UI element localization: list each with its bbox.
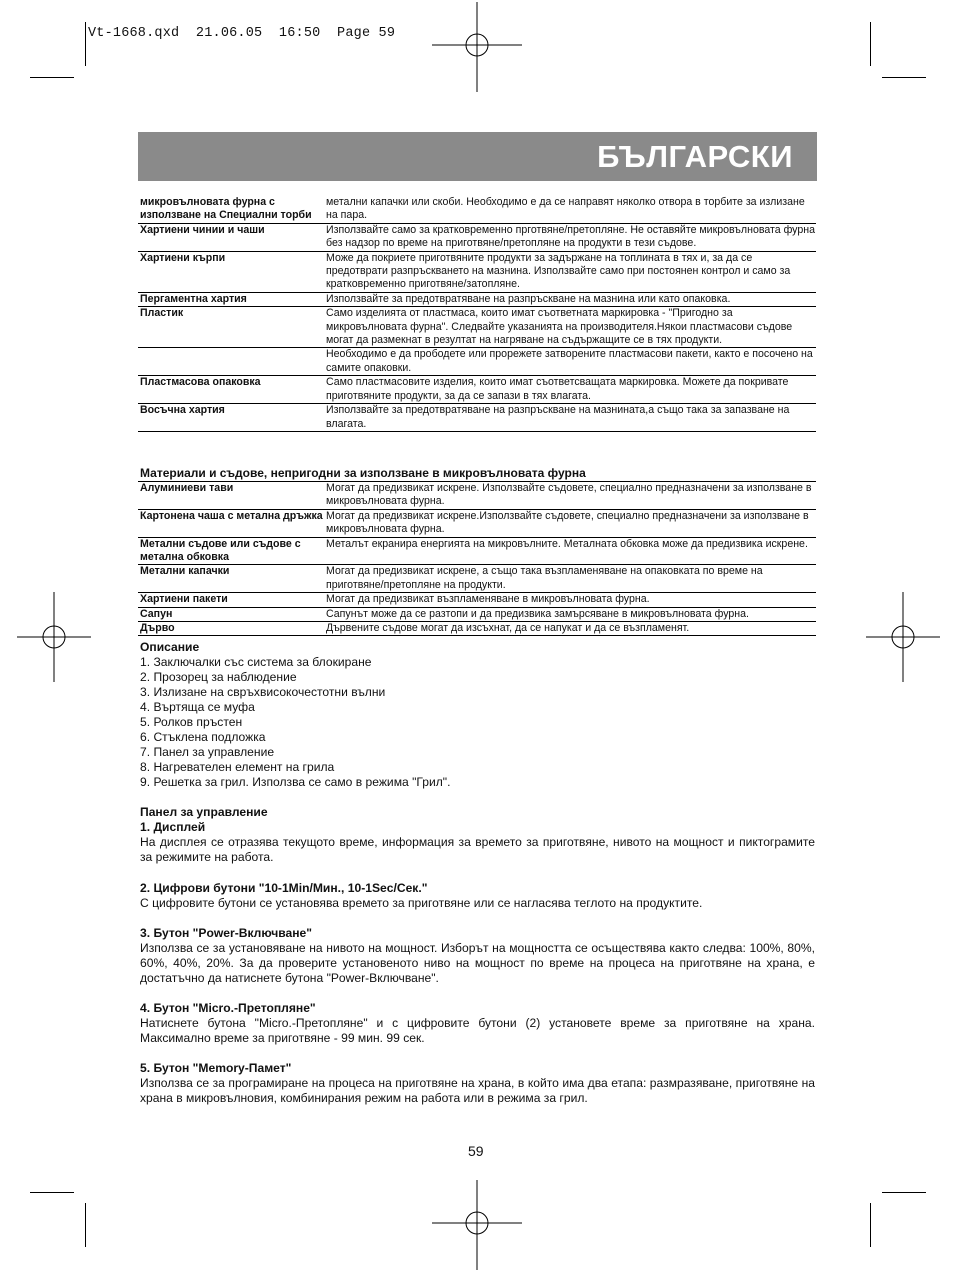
power-heading: 3. Бутон "Power-Включване" — [140, 926, 312, 940]
table-row — [138, 607, 816, 621]
material-description: Необходимо е да прободете или прорежете затворените пластмасови пакети, както е посочено на самите опаковки. — [324, 348, 816, 376]
list-item: 7. Панел за управление — [140, 745, 275, 759]
material-name: Алуминиеви тави — [138, 482, 324, 509]
material-name: Пластмасова опаковка — [138, 376, 324, 404]
material-name: Метални капачки — [138, 565, 324, 593]
material-name: Хартиени пакети — [138, 593, 324, 607]
material-name: Пластик — [138, 307, 324, 348]
print-slug: Vt-1668.qxd 21.06.05 16:50 Page 59 — [88, 26, 396, 41]
material-name: Картонена чаша с метална дръжка — [138, 509, 324, 537]
material-description: Могат да предизвикат искрене. Използвайте съдовете, специално предназначени за използване в микровълновата фурна. — [324, 482, 816, 509]
display-text: На дисплея се отразява текущото време, информация за времето за приготвяне, нивото на мощност и пиктограмите за режимите на работа. — [140, 835, 815, 864]
unsuitable-materials-table — [138, 482, 816, 636]
table-row — [138, 196, 816, 223]
material-description: Могат да предизвикат искрене, а също така възпламеняване на опаковката по време на приготвяне/претопляне на продукти. — [324, 565, 816, 593]
material-description: Сапунът може да се разтопи и да предизвика замърсяване в микровълновата фурна. — [324, 607, 816, 621]
display-heading: 1. Дисплей — [140, 820, 206, 834]
material-description: Само изделията от пластмаса, които имат съответната маркировка - "Пригодно за микровълновата фурна". Следвайте указанията на производителя.Някои пластмасови съдове могат да размекнат в резултат на нагряване на съдържащите се в тях продукти. — [324, 307, 816, 348]
list-item: 9. Решетка за грил. Използва се само в режима "Грил". — [140, 775, 451, 789]
list-item: 5. Ролков пръстен — [140, 715, 243, 729]
material-description: Може да покриете приготвяните продукти за задържане на топлината в тях и, за да се предотврати разпръскването на мазнина. Използвайте само при постоянен контрол и само за кратковременно приготвяне/затопляне. — [324, 251, 816, 292]
material-description: Използвайте само за кратковременно прготвяне/претопляне. Не оставяйте микровълновата фурна без надзор по време на приготвяне/претопляне на продукти в тези съдове. — [326, 223, 815, 250]
table-row — [138, 404, 816, 432]
list-item: 4. Въртяща се муфа — [140, 700, 255, 714]
material-description: Могат да предизвикат възпламеняване в микровълновата фурна. — [324, 593, 816, 607]
table-row — [138, 223, 816, 251]
language-title: БЪЛГАРСКИ — [597, 138, 793, 174]
table-row — [138, 482, 816, 509]
material-name: Дърво — [138, 622, 324, 636]
list-item: 8. Нагревателен елемент на грила — [140, 760, 335, 774]
panel-heading: Панел за управление — [140, 805, 268, 819]
material-description: Използвайте за предотвратяване на разпръскване на мазнината,а също така за запазване на влагата. — [324, 404, 816, 432]
table-row — [138, 251, 816, 292]
description-list — [140, 655, 815, 790]
description-heading: Описание — [140, 640, 200, 654]
material-name: Хартиени чинии и чаши — [138, 223, 324, 251]
material-description: Само пластмасовите изделия, които имат съответсващата маркировка. Можете да покривате приготвяните продукти, за да се запази в тях влагата. — [324, 376, 816, 404]
digits-heading: 2. Цифрови бутони "10-1Min/Мин., 10-1Sec/Сек." — [140, 881, 428, 895]
list-item: 6. Стъклена подложка — [140, 730, 266, 744]
material-name: Хартиени кърпи — [138, 251, 324, 292]
list-item: 2. Прозорец за наблюдение — [140, 670, 297, 684]
page-number: 59 — [468, 1143, 484, 1159]
language-header — [138, 132, 817, 181]
power-text: Използва се за установяване на нивото на мощност. Изборът на мощността се осъществява както следва: 100%, 80%, 60%, 40%, 20%. За да проверите установеното ниво на мощност по време на процеса на приготвяне на храна, е достатъчно да натиснете бутона "Power-Включване". — [140, 941, 815, 985]
table-row — [138, 292, 816, 306]
material-name: Пергаментна хартия — [138, 292, 324, 306]
material-description: Използвайте за предотвратяване на разпръскване на мазнина или като опаковка. — [324, 292, 816, 306]
memory-heading: 5. Бутон "Memory-Памет" — [140, 1061, 292, 1075]
registration-mark-left — [9, 592, 99, 682]
micro-text: Натиснете бутона "Micro.-Претопляне" и с цифровите бутони (2) установете време за приготвяне на храна. Максимално време за приготвяне - 99 мин. 99 сек. — [140, 1016, 815, 1045]
material-name: Восъчна хартия — [138, 404, 324, 432]
registration-mark-bottom — [432, 1180, 522, 1270]
registration-mark-right — [858, 592, 948, 682]
table-row — [138, 348, 816, 376]
table-row — [138, 376, 816, 404]
table-row — [138, 307, 816, 348]
material-description: Могат да предизвикат искрене.Използвайте съдовете, специално предназначени за използване в микровълновата фурна. — [324, 509, 816, 537]
material-name: Сапун — [138, 607, 324, 621]
material-description: Дървените съдове могат да изсъхнат, да се напукат и да се възпламенят. — [324, 622, 816, 636]
micro-heading: 4. Бутон "Micro.-Претопляне" — [140, 1001, 316, 1015]
material-name — [138, 348, 324, 376]
table-row — [138, 565, 816, 593]
material-name: Метални съдове или съдове с метална обковка — [138, 537, 324, 565]
material-description: метални капачки или скоби. Необходимо е да се направят няколко отвора в торбите за излизане на пара. — [324, 196, 816, 223]
table-row — [138, 537, 816, 565]
digits-text: С цифровите бутони се установява времето за приготвяне или се нагласява теглото на продуктите. — [140, 896, 703, 910]
registration-mark-top — [432, 2, 522, 92]
unsuitable-heading: Материали и съдове, непригодни за използване в микровълновата фурна — [140, 466, 586, 480]
memory-text: Използва се за програмиране на процеса на приготвяне на храна, в който има два етапа: размразяване, приготвяне на храна в микровълновия, комбинирания режим на работа или в режима за грил. — [140, 1076, 815, 1105]
table-row — [138, 593, 816, 607]
table-row — [138, 622, 816, 636]
list-item: 3. Излизане на свръхвисокочестотни вълни — [140, 685, 386, 699]
material-name: микровълновата фурна с използване на Специални торби — [138, 196, 324, 223]
list-item: 1. Заключалки със система за блокиране — [140, 655, 372, 669]
suitable-materials-table — [138, 196, 816, 432]
material-description: Металът екранира енергията на микровълните. Металната обковка може да предизвика искрене. — [324, 537, 816, 565]
table-row — [138, 509, 816, 537]
